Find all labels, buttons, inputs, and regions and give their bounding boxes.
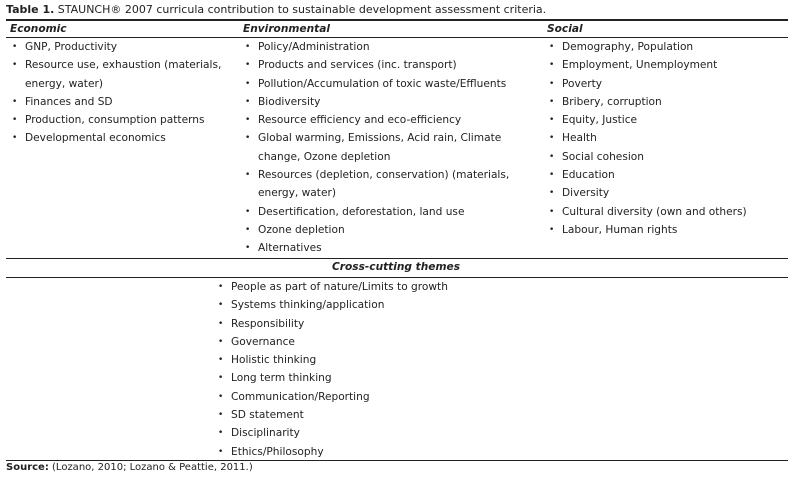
list-item: • SD statement <box>218 406 568 424</box>
list-item: • Global warming, Emissions, Acid rain, Climate change, Ozone depletion <box>245 129 535 166</box>
list-item: • Social cohesion <box>549 148 784 166</box>
bottom-rule <box>6 460 788 461</box>
list-item: • Long term thinking <box>218 369 568 387</box>
list-item: • Disciplinarity <box>218 424 568 442</box>
header-economic: Economic <box>10 23 67 35</box>
list-item: • Pollution/Accumulation of toxic waste/Effluents <box>245 75 535 93</box>
list-item: • Cultural diversity (own and others) <box>549 203 784 221</box>
header-social: Social <box>547 23 583 35</box>
list-item: • Employment, Unemployment <box>549 56 784 74</box>
list-item: • Responsibility <box>218 315 568 333</box>
list-item: • Diversity <box>549 184 784 202</box>
list-item: • People as part of nature/Limits to growth <box>218 278 568 296</box>
table-caption: Table 1. STAUNCH® 2007 curricula contribution to sustainable development assessment criteria. <box>6 3 547 16</box>
list-item: • Ethics/Philosophy <box>218 443 568 461</box>
source-note: Source: (Lozano, 2010; Lozano & Peattie, 2011.) <box>6 462 253 473</box>
list-item: • Poverty <box>549 75 784 93</box>
list-item: • Resources (depletion, conservation) (materials, energy, water) <box>245 166 535 203</box>
cross-cutting-list <box>218 278 568 461</box>
list-item: • Demography, Population <box>549 38 784 56</box>
list-item: • Products and services (inc. transport) <box>245 56 535 74</box>
list-item: • Systems thinking/application <box>218 296 568 314</box>
top-rule <box>6 19 788 21</box>
section-rule <box>6 258 788 259</box>
list-item: • Desertification, deforestation, land use <box>245 203 535 221</box>
list-item: • Bribery, corruption <box>549 93 784 111</box>
list-item: • Policy/Administration <box>245 38 535 56</box>
list-item: • Biodiversity <box>245 93 535 111</box>
list-item: • Equity, Justice <box>549 111 784 129</box>
list-item: • Ozone depletion <box>245 221 535 239</box>
list-item: • Holistic thinking <box>218 351 568 369</box>
list-item: • Developmental economics <box>12 129 237 147</box>
economic-list <box>12 38 237 148</box>
list-item: • Finances and SD <box>12 93 237 111</box>
list-item: • Resource use, exhaustion (materials, energy, water) <box>12 56 237 93</box>
list-item: • Production, consumption patterns <box>12 111 237 129</box>
list-item: • Alternatives <box>245 239 535 257</box>
list-item: • Communication/Reporting <box>218 388 568 406</box>
list-item: • Health <box>549 129 784 147</box>
header-environmental: Environmental <box>243 23 330 35</box>
list-item: • Education <box>549 166 784 184</box>
social-list <box>549 38 784 239</box>
list-item: • Resource efficiency and eco-efficiency <box>245 111 535 129</box>
list-item: • Labour, Human rights <box>549 221 784 239</box>
list-item: • Governance <box>218 333 568 351</box>
header-cross-cutting: Cross-cutting themes <box>332 261 460 273</box>
list-item: • GNP, Productivity <box>12 38 237 56</box>
environmental-list <box>245 38 535 258</box>
